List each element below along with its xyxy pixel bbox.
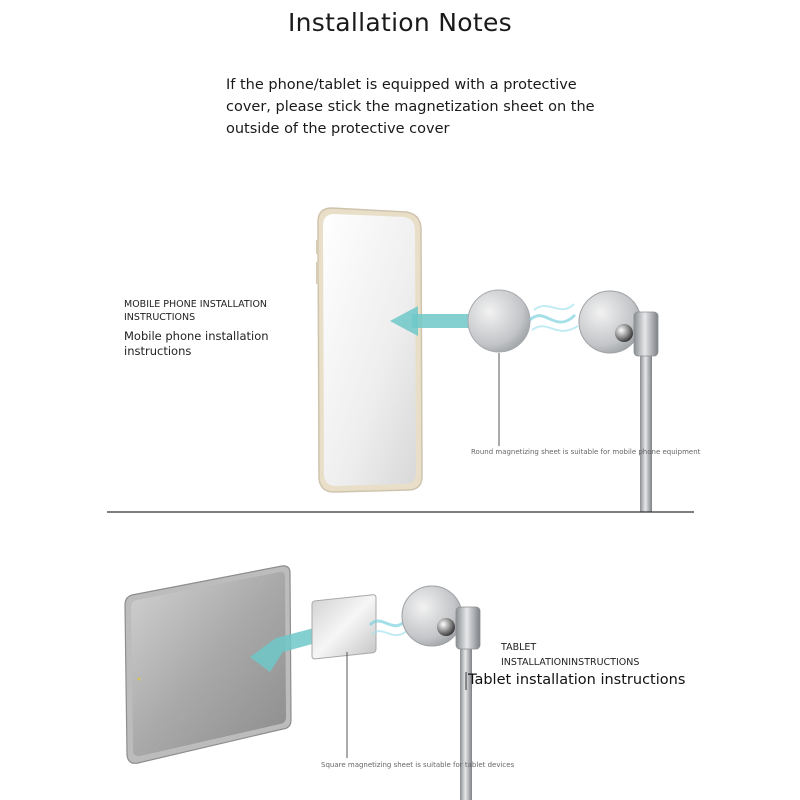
installation-note: If the phone/tablet is equipped with a protective cover, please stick the magnetization sheet on the outside of the protective cover [226,77,595,137]
round-sheet-caption: Round magnetizing sheet is suitable for mobile phone equipment [471,448,701,456]
page-title: Installation Notes [287,8,512,37]
tablet-section-label: TABLET INSTALLATIONINSTRUCTIONS [501,642,640,668]
square-magnetizing-sheet [312,594,376,659]
round-magnetizing-sheet [468,290,530,352]
phone-holder-magnet [579,291,658,512]
phone-device [316,208,422,492]
phone-section-label-secondary: Mobile phone installation instructions [124,329,269,358]
tablet-section-label-secondary: Tablet installation instructions [468,672,686,688]
magnetic-field-effect [530,304,578,331]
phone-section-label: MOBILE PHONE INSTALLATION INSTRUCTIONS [124,299,268,323]
square-sheet-caption: Square magnetizing sheet is suitable for tablet devices [321,761,515,769]
